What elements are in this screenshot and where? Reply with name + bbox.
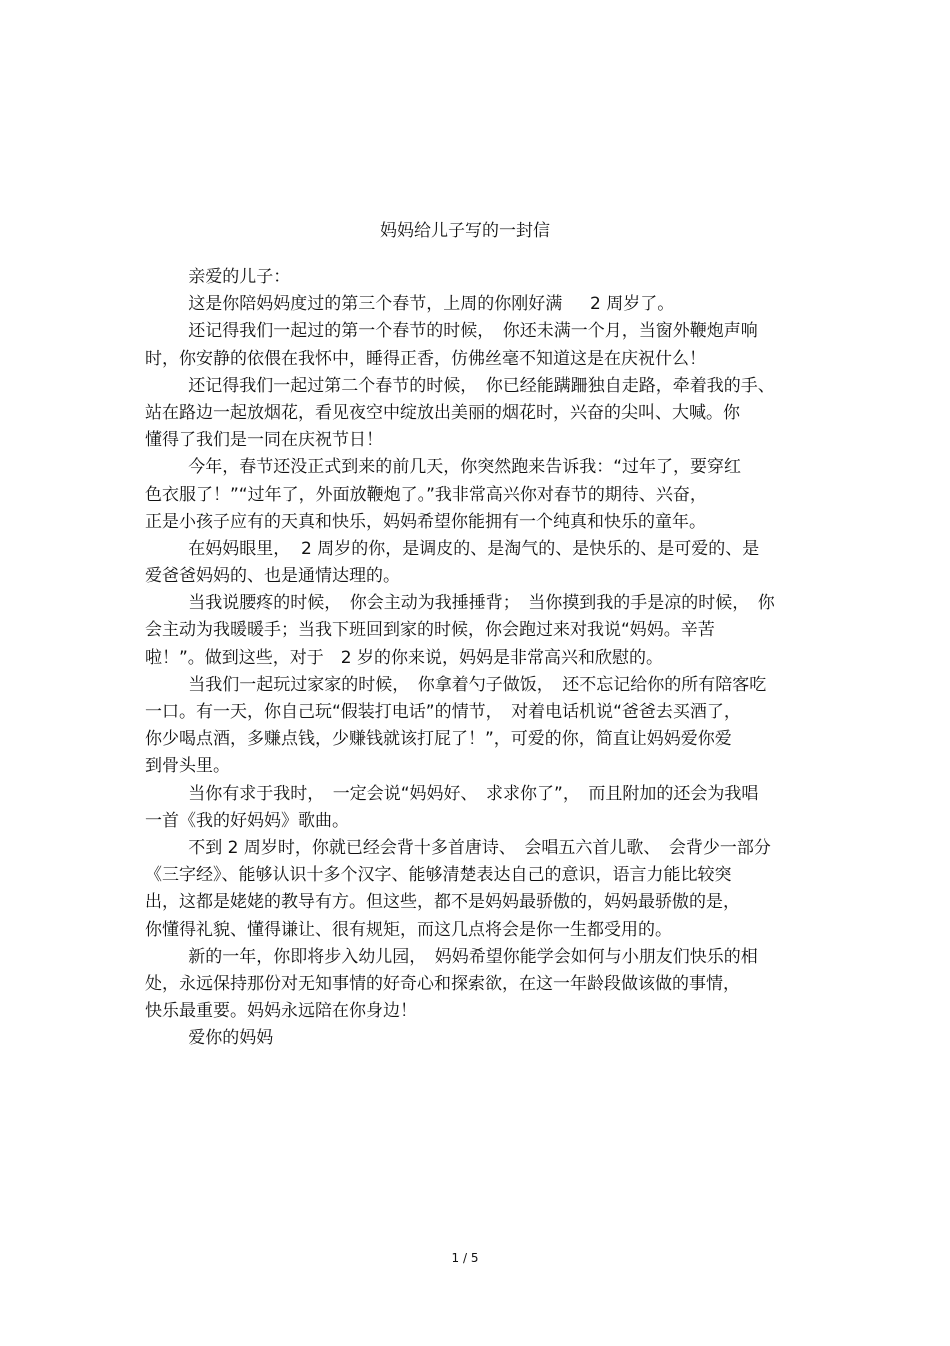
- letter-line: 这是你陪妈妈度过的第三个春节，上周的你刚好满 2 周岁了。: [145, 294, 675, 315]
- letter-line: 当我说腰疼的时候， 你会主动为我捶捶背； 当你摸到我的手是凉的时候， 你: [145, 593, 775, 614]
- letter-line: 爱爸爸妈妈的、也是通情达理的。: [145, 566, 400, 587]
- letter-line: 你懂得礼貌、懂得谦让、很有规矩，而这几点将会是你一生都受用的。: [145, 919, 672, 940]
- letter-line: 到骨头里。: [145, 756, 230, 777]
- letter-line: 还记得我们一起过的第一个春节的时候， 你还未满一个月，当窗外鞭炮声响: [145, 321, 758, 342]
- letter-line: 在妈妈眼里， 2 周岁的你，是调皮的、是淘气的、是快乐的、是可爱的、是: [145, 538, 760, 559]
- letter-title: 妈妈给儿子写的一封信: [380, 221, 550, 241]
- letter-line: 《三字经》、能够认识十多个汉字、能够清楚表达自己的意识，语言力能比较突: [145, 865, 732, 886]
- letter-line: 啦！”。做到这些，对于 2 岁的你来说，妈妈是非常高兴和欣慰的。: [145, 647, 664, 668]
- letter-line: 出，这都是姥姥的教导有方。但这些，都不是妈妈最骄傲的，妈妈最骄傲的是，: [145, 892, 740, 913]
- letter-line: 正是小孩子应有的天真和快乐，妈妈希望你能拥有一个纯真和快乐的童年。: [145, 511, 706, 532]
- letter-line: 一口。有一天，你自己玩“假装打电话”的情节， 对着电话机说“爸爸去买酒了，: [145, 702, 741, 722]
- letter-line: 今年，春节还没正式到来的前几天，你突然跑来告诉我：“过年了，要穿红: [145, 457, 742, 478]
- letter-line: 还记得我们一起过第二个春节的时候， 你已经能蹒跚独自走路，牵着我的手、: [145, 375, 775, 396]
- letter-line: 时，你安静的依偎在我怀中，睡得正香，仿佛丝毫不知道这是在庆祝什么！: [145, 348, 706, 369]
- page-number: 1 / 5: [451, 1251, 479, 1265]
- letter-line: 新的一年，你即将步入幼儿园， 妈妈希望你能学会如何与小朋友们快乐的相: [145, 946, 758, 967]
- letter-line: 会主动为我暖暖手；当我下班回到家的时候，你会跑过来对我说“妈妈。辛苦: [145, 620, 715, 641]
- letter-line: 爱你的妈妈: [145, 1028, 274, 1049]
- letter-line: 处，永远保持那份对无知事情的好奇心和探索欲，在这一年龄段做该做的事情，: [145, 973, 740, 994]
- letter-line: 快乐最重要。妈妈永远陪在你身边！: [145, 1001, 417, 1022]
- letter-line: 站在路边一起放烟花，看见夜空中绽放出美丽的烟花时，兴奋的尖叫、大喊。你: [145, 402, 740, 423]
- letter-line: 不到 2 周岁时，你就已经会背十多首唐诗、 会唱五六首儿歌、 会背少一部分: [145, 837, 771, 858]
- letter-line: 懂得了我们是一同在庆祝节日！: [145, 430, 383, 451]
- letter-body: [145, 264, 825, 1052]
- letter-line: 亲爱的儿子：: [145, 267, 291, 287]
- letter-line: 当你有求于我时， 一定会说“妈妈好、 求求你了”， 而且附加的还会为我唱: [145, 783, 759, 804]
- letter-line: 一首《我的好妈妈》歌曲。: [145, 810, 349, 831]
- letter-line: 色衣服了！”“过年了，外面放鞭炮了。”我非常高兴你对春节的期待、兴奋，: [145, 484, 707, 505]
- letter-line: 当我们一起玩过家家的时候， 你拿着勺子做饭， 还不忘记给你的所有陪客吃: [145, 674, 767, 695]
- letter-line: 你少喝点酒，多赚点钱，少赚钱就该打屁了！”，可爱的你，简直让妈妈爱你爱: [145, 729, 732, 750]
